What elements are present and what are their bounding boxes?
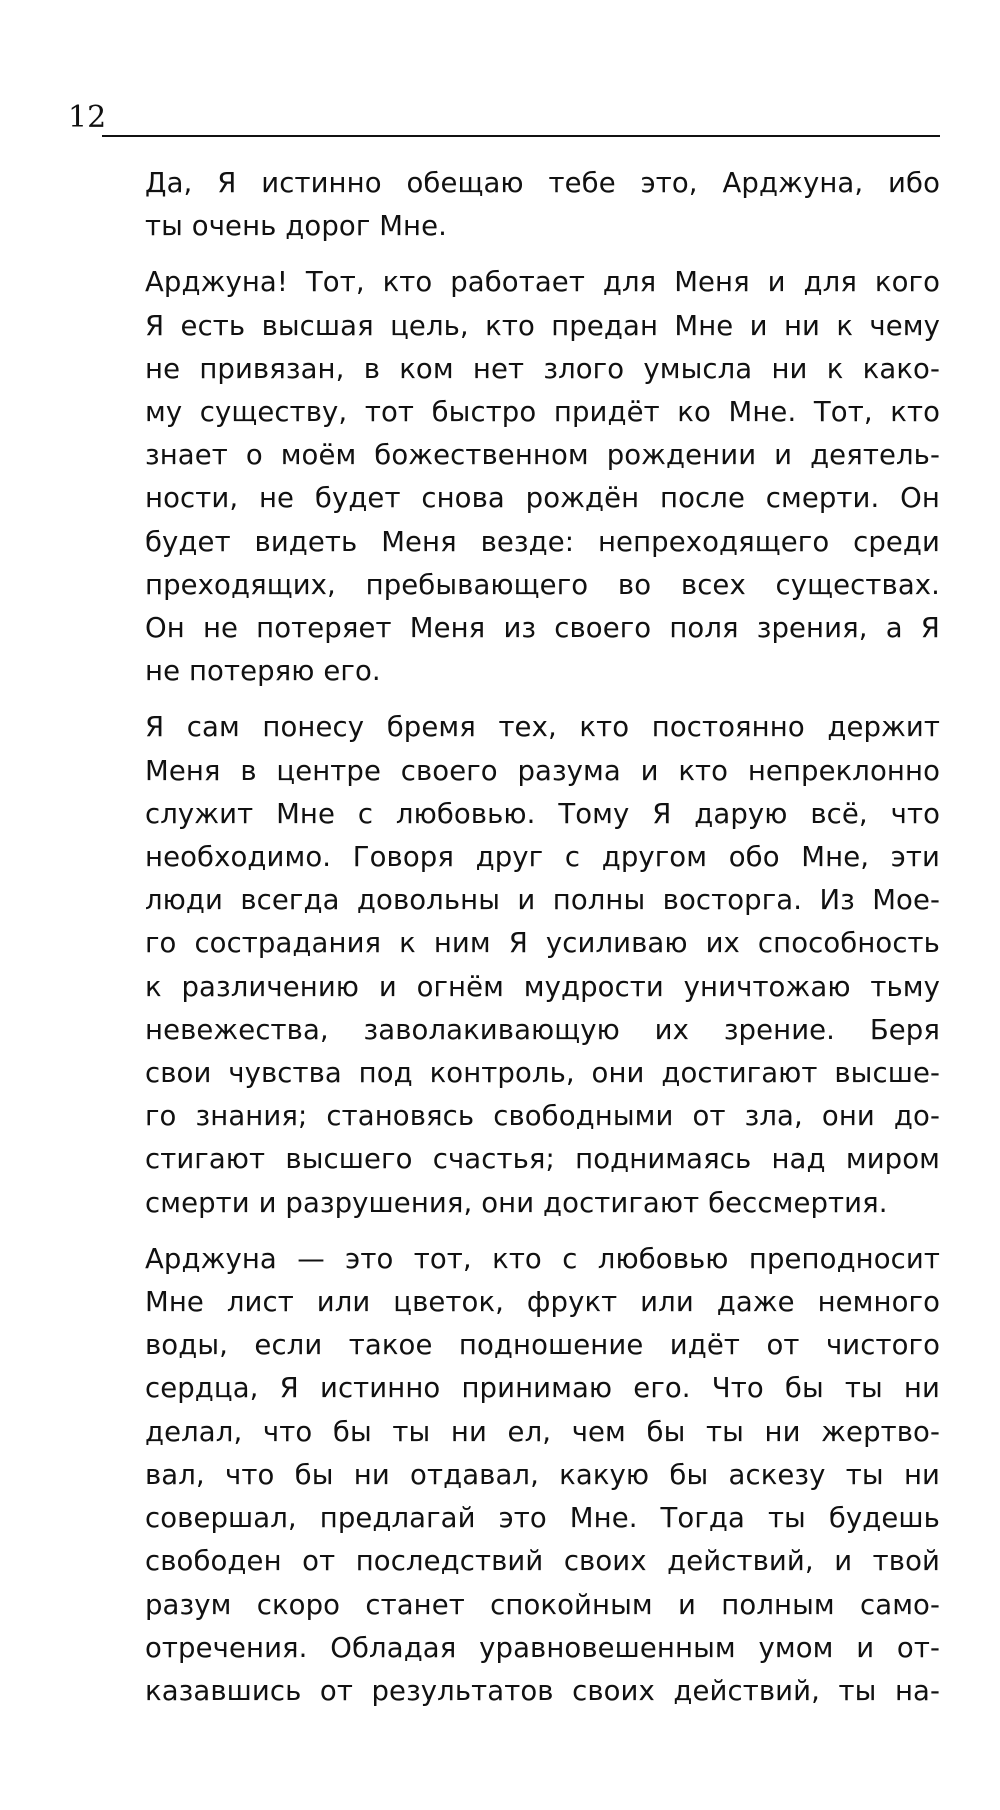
text-line: служит Мне с любовью. Тому Я дарую всё, что: [145, 797, 940, 830]
header-rule: [102, 135, 940, 137]
text-line: преходящих, пребывающего во всех существах.: [145, 568, 940, 601]
text-line: Он не потеряет Меня из своего поля зрения, а Я: [145, 612, 940, 645]
text-line: стигают высшего счастья; поднимаясь над миром: [145, 1143, 940, 1176]
text-line: невежества, заволакивающую их зрение. Беря: [145, 1013, 940, 1046]
text-line: смерти и разрушения, они достигают бессмертия.: [145, 1186, 888, 1219]
text-line: отречения. Обладая уравновешенным умом и от-: [145, 1631, 940, 1664]
text-line: Мне лист или цветок, фрукт или даже немного: [145, 1286, 940, 1319]
paragraph: [145, 162, 940, 248]
text-line: му существу, тот быстро придёт ко Мне. Тот, кто: [145, 396, 940, 429]
text-line: вал, что бы ни отдавал, какую бы аскезу ты ни: [145, 1458, 940, 1491]
text-line: Я сам понесу бремя тех, кто постоянно держит: [145, 711, 940, 744]
text-line: Арджуна! Тот, кто работает для Меня и для кого: [145, 266, 940, 299]
text-line: разум скоро станет спокойным и полным само-: [145, 1588, 940, 1621]
text-line: свои чувства под контроль, они достигают высше-: [145, 1057, 940, 1090]
text-line: люди всегда довольны и полны восторга. Из Мое-: [145, 884, 940, 917]
text-line: Меня в центре своего разума и кто непреклонно: [145, 754, 940, 787]
text-line: совершал, предлагай это Мне. Тогда ты будешь: [145, 1502, 940, 1535]
page-number: 12: [68, 100, 107, 135]
text-line: воды, если такое подношение идёт от чистого: [145, 1329, 940, 1362]
paragraph: [145, 706, 940, 1224]
text-line: Да, Я истинно обещаю тебе это, Арджуна, ибо: [145, 167, 940, 199]
text-line: свободен от последствий своих действий, и твой: [145, 1545, 940, 1578]
text-line: ты очень дорог Мне.: [145, 210, 447, 243]
text-line: ности, не будет снова рождён после смерти. Он: [145, 482, 940, 515]
text-line: будет видеть Меня везде: непреходящего среди: [145, 525, 940, 558]
text-line: делал, что бы ты ни ел, чем бы ты ни жертво-: [145, 1415, 940, 1448]
text-line: казавшись от результатов своих действий, ты на-: [145, 1674, 940, 1707]
body-text: [145, 162, 940, 1726]
paragraph: [145, 1238, 940, 1713]
text-line: го сострадания к ним Я усиливаю их способность: [145, 927, 940, 960]
text-line: Арджуна — это тот, кто с любовью преподносит: [145, 1242, 940, 1275]
text-line: не привязан, в ком нет злого умысла ни к како-: [145, 352, 940, 385]
text-line: не потеряю его.: [145, 655, 381, 688]
paragraph: [145, 261, 940, 693]
text-line: необходимо. Говоря друг с другом обо Мне, эти: [145, 841, 940, 874]
running-head: [68, 98, 940, 138]
text-line: го знания; становясь свободными от зла, они до-: [145, 1100, 940, 1133]
text-line: к различению и огнём мудрости уничтожаю тьму: [145, 970, 940, 1003]
text-line: сердца, Я истинно принимаю его. Что бы ты ни: [145, 1372, 940, 1405]
text-line: знает о моём божественном рождении и деятель-: [145, 439, 940, 472]
text-line: Я есть высшая цель, кто предан Мне и ни к чему: [145, 309, 940, 342]
